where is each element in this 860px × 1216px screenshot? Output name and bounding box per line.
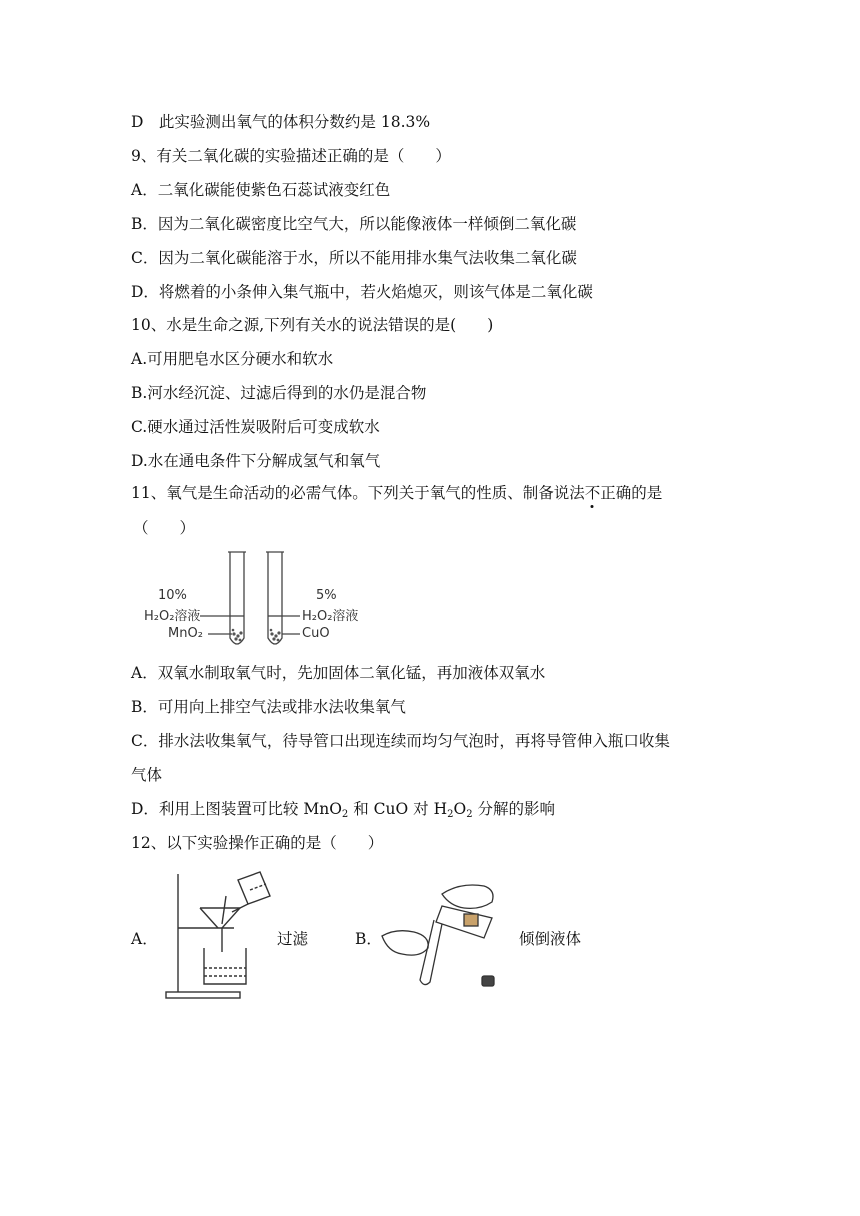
q9-option-a: A．二氧化碳能使紫色石蕊试液变红色 [131,181,391,199]
q11-stem-paren: （ ） [133,519,196,537]
q11-option-c-line1: C．排水法收集氧气，待导管口出现连续而均匀气泡时，再将导管伸入瓶口收集 [131,732,670,750]
q10-option-d: D.水在通电条件下分解成氢气和氧气 [131,452,381,470]
q11-stem [131,483,662,503]
pouring-illustration [380,876,505,994]
q11-stem-emphasis: 不 [584,484,601,502]
q11-option-d-mid1: 和 CuO 对 H [353,800,448,818]
q11-option-d-prefix: D．利用上图装置可比较 MnO [131,800,342,818]
q10-option-b: B.河水经沉淀、过滤后得到的水仍是混合物 [131,384,427,402]
q9-option-d: D．将燃着的小条伸入集气瓶中，若火焰熄灭，则该气体是二氧化碳 [131,283,593,301]
q11-stem-prefix: 11、氧气是生命活动的必需气体。下列关于氧气的性质、制备说法 [131,484,585,502]
filtration-apparatus-figure [160,866,280,1004]
q10-stem: 10、水是生命之源,下列有关水的说法错误的是( ) [131,316,494,334]
q11-d-sub-1: 2 [341,809,349,820]
q10-option-c: C.硬水通过活性炭吸附后可变成软水 [131,418,380,436]
filtration-illustration [160,866,280,1004]
q12-option-b-caption: 倾倒液体 [519,930,582,948]
q12-option-b-label: B． [355,930,382,948]
q12-option-a-label: A． [131,930,158,948]
q11-option-c-line2: 气体 [131,766,163,784]
q12-stem: 12、以下实验操作正确的是（ ） [131,834,384,852]
q11-d-sub-2: 2 [447,809,454,820]
pouring-liquid-figure [380,876,505,994]
q12-option-a-caption: 过滤 [277,930,309,948]
q11-stem-suffix: 正确的是 [600,484,663,502]
left-concentration-label: 10% [158,588,187,603]
left-solution-label: H₂O₂溶液 [144,609,201,624]
right-solution-label: H₂O₂溶液 [302,609,359,624]
q9-option-c: C．因为二氧化碳能溶于水，所以不能用排水集气法收集二氧化碳 [131,249,577,267]
q11-option-d-mid2: O [453,800,467,818]
q11-option-d [131,799,555,819]
left-catalyst-label: MnO₂ [168,626,203,641]
q9-stem: 9、有关二氧化碳的实验描述正确的是（ ） [131,147,451,165]
q11-option-b: B．可用向上排空气法或排水法收集氧气 [131,698,406,716]
right-concentration-label: 5% [316,588,337,603]
q11-d-sub-3: 2 [466,809,473,820]
q10-option-a: A.可用肥皂水区分硬水和软水 [131,350,334,368]
q11-option-a: A．双氧水制取氧气时，先加固体二氧化锰，再加液体双氧水 [131,664,546,682]
q11-option-d-suffix: 分解的影响 [477,800,556,818]
q8-option-d: D 此实验测出氧气的体积分数约是 18.3% [131,113,431,131]
right-catalyst-label: CuO [302,626,330,641]
q11-test-tube-figure [140,550,370,656]
q9-option-b: B．因为二氧化碳密度比空气大，所以能像液体一样倾倒二氧化碳 [131,215,577,233]
